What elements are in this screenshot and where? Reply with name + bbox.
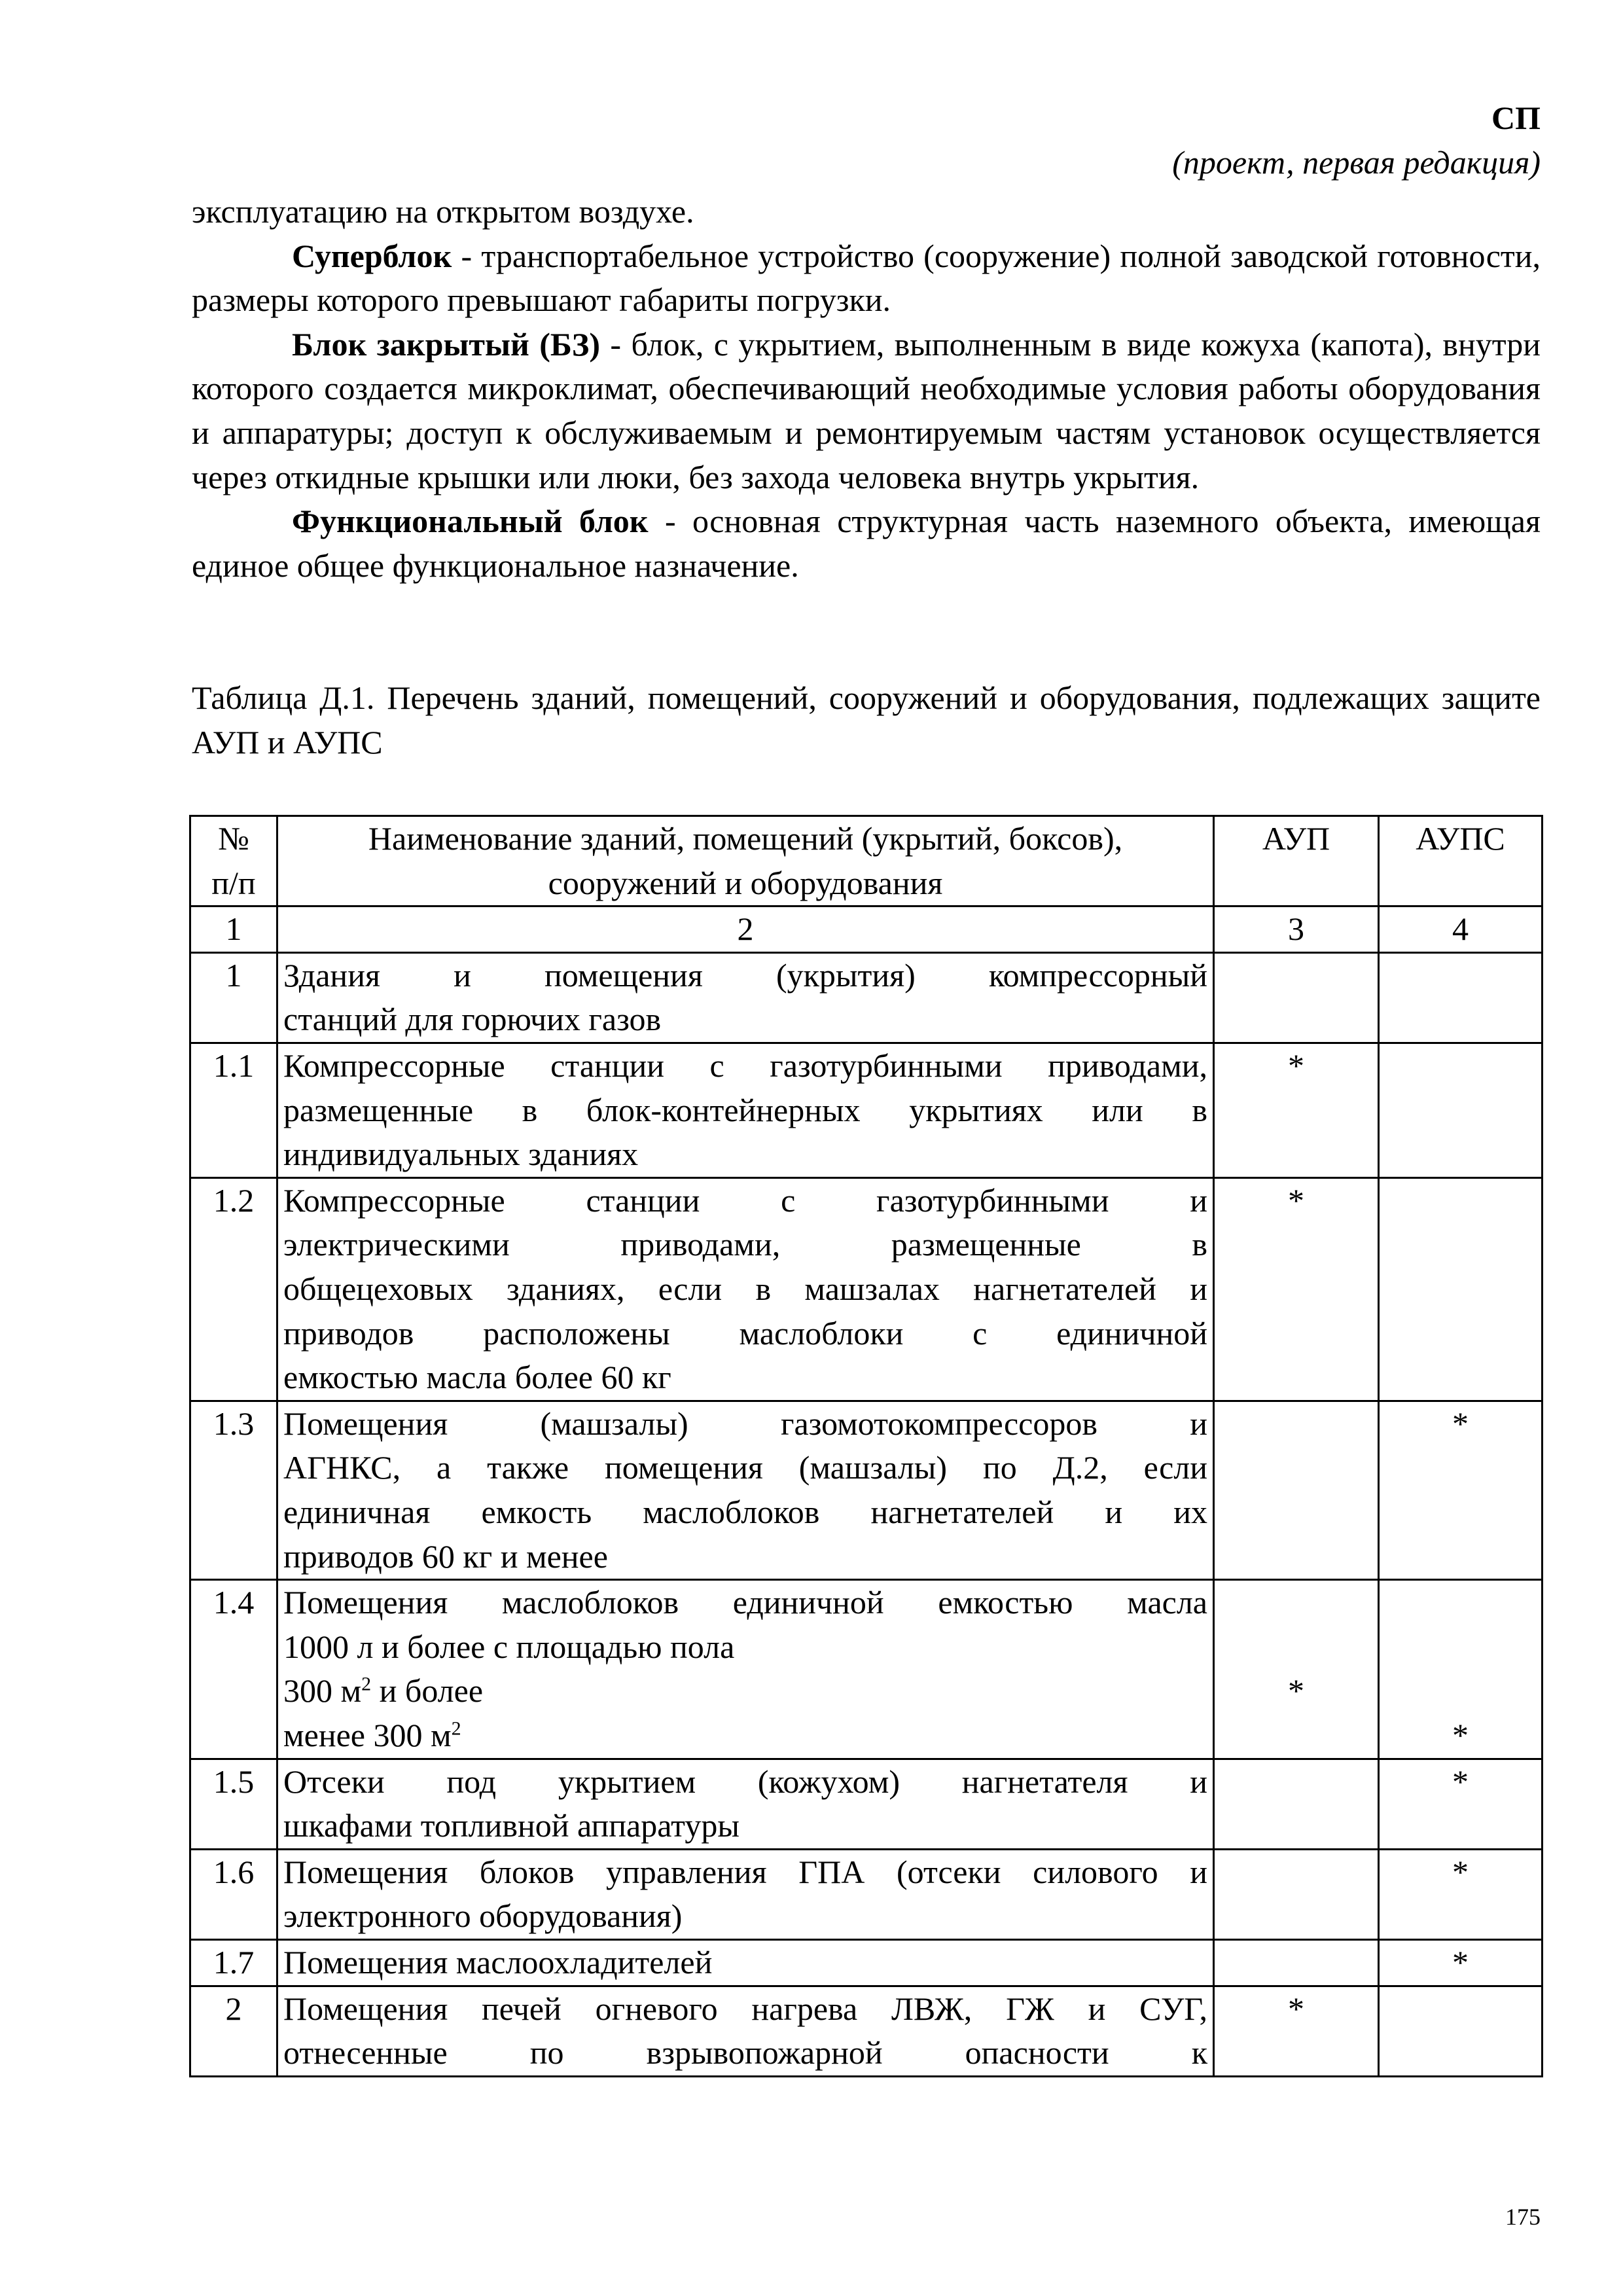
row-name-line: шкафами топливной аппаратуры (283, 1807, 740, 1844)
document-status: (проект, первая редакция) (1172, 144, 1541, 181)
table-row (190, 952, 1543, 1043)
row-aup: * (1214, 1986, 1379, 2076)
row-num: 1.6 (190, 1849, 277, 1939)
row-aups: * (1379, 1849, 1543, 1939)
row-name-line: приводов 60 кг и менее (283, 1537, 608, 1575)
row-name-line: 1000 л и более с площадью пола (283, 1628, 735, 1665)
row-name-line: приводов расположены маслоблоки с единичной (283, 1314, 1207, 1352)
row-aup (1214, 1849, 1379, 1939)
table-row (190, 1177, 1543, 1401)
area-300-text: 300 м (283, 1672, 362, 1710)
definition-functional-block: - основная структурная часть наземного объекта, имеющая единое общее функциональное назначение. (192, 503, 1541, 584)
row-name-line: Помещения (машзалы) газомотокомпрессоров и (283, 1405, 1207, 1442)
row-aup (1214, 1759, 1379, 1849)
row-name (277, 1401, 1214, 1579)
table-row (190, 1940, 1543, 1986)
row-name (277, 1940, 1214, 1986)
term-superblock: Суперблок (292, 237, 452, 274)
table-row (190, 1986, 1543, 2076)
page-number: 175 (1505, 2204, 1541, 2230)
row-name-line (283, 1713, 1207, 1758)
row-name (277, 1177, 1214, 1401)
row-name-line: емкостью масла более 60 кг (283, 1359, 671, 1396)
row-name-line: Помещения блоков управления ГПА (отсеки силового и (283, 1853, 1207, 1890)
table-row (190, 1580, 1543, 1759)
row-name (277, 1849, 1214, 1939)
protection-table (189, 815, 1543, 2077)
row-aup: * (1214, 1580, 1379, 1759)
row-num: 1.1 (190, 1043, 277, 1177)
row-aups (1379, 1986, 1543, 2076)
column-number: 1 (190, 906, 277, 953)
definitions-text (192, 190, 1541, 588)
row-aups: * (1379, 1580, 1543, 1759)
column-number-row (190, 906, 1543, 953)
row-name-line: Здания и помещения (укрытия) компрессорный (283, 956, 1207, 994)
table-row (190, 1759, 1543, 1849)
row-num: 1.2 (190, 1177, 277, 1401)
table-row (190, 1401, 1543, 1579)
row-aup: * (1214, 1177, 1379, 1401)
definition-closed-block: - блок, с укрытием, выполненным в виде кожуха (капота), внутри которого создается микроклимат, обеспечивающий необходимые условия работы оборудования и аппаратуры; доступ к обслуживаемым и ремонтируемым частям установок осуществляется через откидные крышки или люки, без захода человека внутрь укрытия. (192, 325, 1541, 495)
term-functional-block: Функциональный блок (292, 503, 649, 540)
area-less-300-text: менее 300 м (283, 1716, 452, 1753)
row-name-line: размещенные в блок-контейнерных укрытиях или в (283, 1091, 1207, 1128)
row-num: 2 (190, 1986, 277, 2076)
row-name (277, 1043, 1214, 1177)
paragraph-functional-block (192, 499, 1541, 588)
area-less-300-sup: 2 (451, 1717, 461, 1740)
row-aups: * (1379, 1940, 1543, 1986)
row-name-line: Помещения маслоохладителей (283, 1944, 713, 1981)
row-num: 1.5 (190, 1759, 277, 1849)
header-aups: АУПС (1379, 816, 1543, 906)
paragraph-closed-block (192, 323, 1541, 499)
row-name-line: Компрессорные станции с газотурбинными приводами, (283, 1047, 1207, 1084)
table-row (190, 1043, 1543, 1177)
header-aup: АУП (1214, 816, 1379, 906)
row-aups: * (1379, 1401, 1543, 1579)
row-name-line: Помещения печей огневого нагрева ЛВЖ, ГЖ и СУГ, (283, 1990, 1207, 2027)
row-aups (1379, 1177, 1543, 1401)
row-num: 1.7 (190, 1940, 277, 1986)
row-name-line: Помещения маслоблоков единичной емкостью масла (283, 1584, 1207, 1621)
paragraph-superblock (192, 234, 1541, 323)
row-name-line: станций для горючих газов (283, 1001, 662, 1038)
row-name-line: единичная емкость маслоблоков нагнетателей и их (283, 1493, 1207, 1530)
row-name-line: отнесенные по взрывопожарной опасности к (283, 2034, 1207, 2072)
header-num: № п/п (190, 816, 277, 906)
area-300-sup: 2 (361, 1673, 372, 1695)
row-name-line: АГНКС, а также помещения (машзалы) по Д.2, если (283, 1449, 1207, 1486)
column-number: 3 (1214, 906, 1379, 953)
row-aup: * (1214, 1043, 1379, 1177)
definition-superblock: - транспортабельное устройство (сооружение) полной заводской готовности, размеры которого превышают габариты погрузки. (192, 237, 1541, 319)
table-caption: Таблица Д.1. Перечень зданий, помещений, сооружений и оборудования, подлежащих защите АУП и АУПС (192, 679, 1541, 761)
table-row (190, 1849, 1543, 1939)
row-aups (1379, 952, 1543, 1043)
area-300-rest: и более (371, 1672, 484, 1710)
row-name (277, 1759, 1214, 1849)
row-aup (1214, 952, 1379, 1043)
header-name: Наименование зданий, помещений (укрытий, боксов), сооружений и оборудования (277, 816, 1214, 906)
row-name-line: индивидуальных зданиях (283, 1136, 639, 1173)
column-number: 2 (277, 906, 1214, 953)
document-code: СП (1491, 99, 1541, 136)
row-num: 1 (190, 952, 277, 1043)
term-closed-block: Блок закрытый (БЗ) (292, 325, 600, 363)
row-aup (1214, 1940, 1379, 1986)
table-header-row (190, 816, 1543, 906)
row-name-line: электрическими приводами, размещенные в (283, 1226, 1207, 1263)
row-name (277, 1580, 1214, 1759)
row-num: 1.3 (190, 1401, 277, 1579)
row-aup (1214, 1401, 1379, 1579)
row-aups: * (1379, 1759, 1543, 1849)
column-number: 4 (1379, 906, 1543, 953)
row-num: 1.4 (190, 1580, 277, 1759)
row-name-line: общецеховых зданиях, если в машзалах нагнетателей и (283, 1270, 1207, 1307)
row-name-line: Компрессорные станции с газотурбинными и (283, 1181, 1207, 1219)
paragraph-continuation: эксплуатацию на открытом воздухе. (192, 193, 694, 230)
row-aups (1379, 1043, 1543, 1177)
row-name-line: Отсеки под укрытием (кожухом) нагнетателя и (283, 1763, 1207, 1800)
row-name-line: электронного оборудования) (283, 1897, 683, 1935)
row-name-line (283, 1669, 1207, 1713)
row-name (277, 952, 1214, 1043)
row-name (277, 1986, 1214, 2076)
